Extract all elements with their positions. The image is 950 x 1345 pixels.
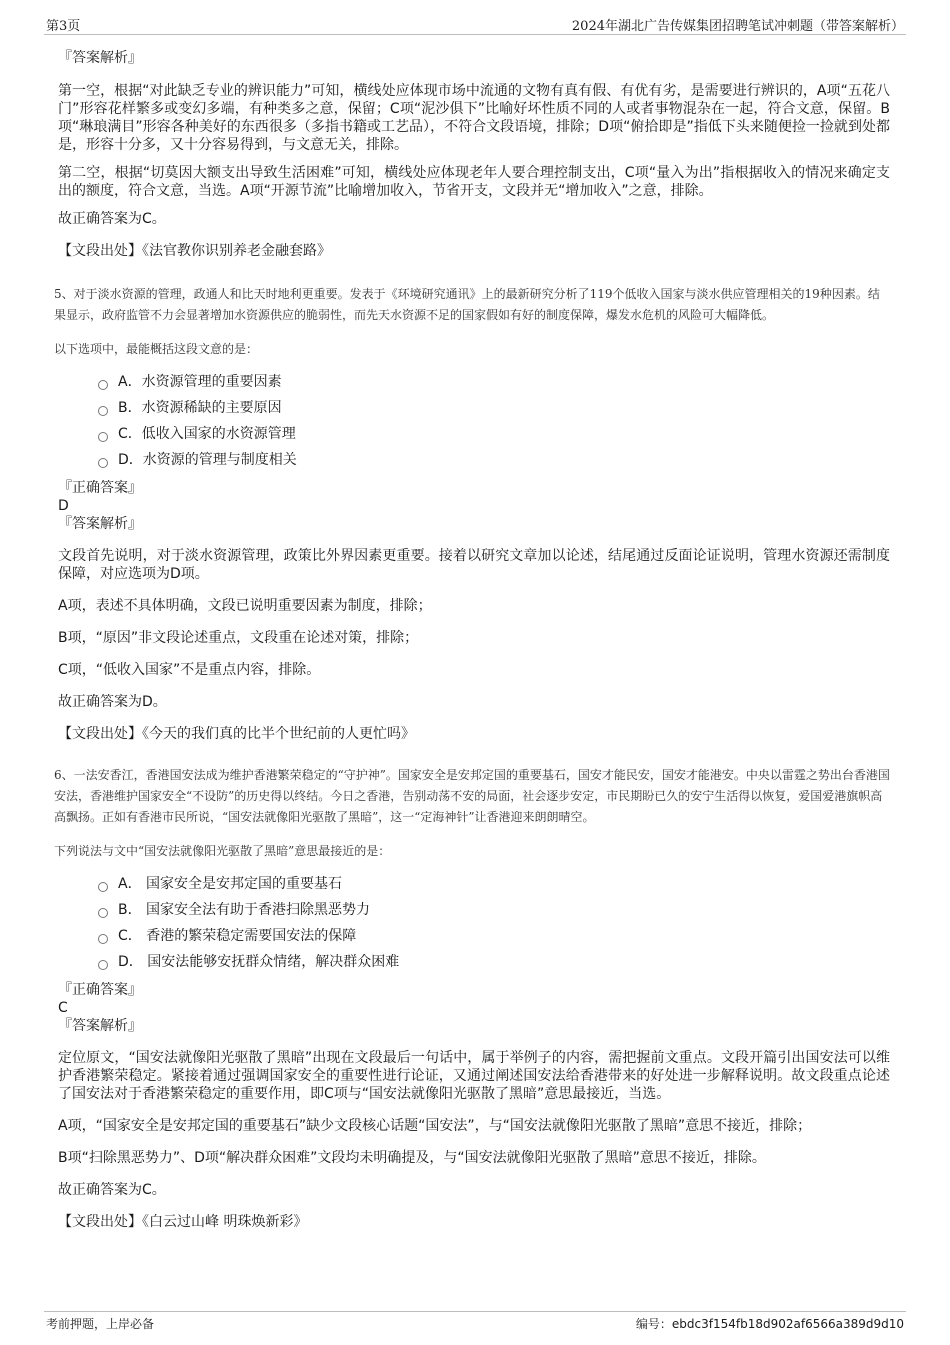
analysis-paragraph: 文段首先说明，对于淡水资源管理，政策比外界因素更重要。接着以研究文章加以论述，结尾通过反面论证说明，管理水资源还需制度保障，对应选项为D项。 xyxy=(58,548,890,582)
option-c[interactable] xyxy=(98,421,890,447)
option-b[interactable] xyxy=(98,395,890,421)
document-title: 2024年湖北广告传媒集团招聘笔试冲刺题（带答案解析） xyxy=(571,19,904,34)
correct-answer: C xyxy=(58,1000,68,1016)
option-label: A． 国家安全是安邦定国的重要基石 xyxy=(118,876,343,892)
question-prompt: 下列说法与文中“国安法就像阳光驱散了黑暗”意思最接近的是： xyxy=(54,844,391,858)
correct-answer: D xyxy=(58,498,69,514)
source-citation: 【文段出处】《今天的我们真的比半个世纪前的人更忙吗》 xyxy=(58,726,415,742)
document-code xyxy=(636,1315,904,1332)
answer-tag: 『正确答案』 xyxy=(58,982,142,998)
options-list xyxy=(98,871,890,975)
option-label: B．水资源稀缺的主要原因 xyxy=(118,400,282,416)
option-label: D． 国安法能够安抚群众情绪，解决群众困难 xyxy=(118,954,400,970)
conclusion: 故正确答案为C。 xyxy=(58,211,166,227)
page-footer xyxy=(44,1311,906,1331)
option-label: D．水资源的管理与制度相关 xyxy=(118,452,297,468)
page-number: 第3页 xyxy=(46,19,81,34)
option-label: A．水资源管理的重要因素 xyxy=(118,374,282,390)
code-value: ebdc3f154fb18d902af6566a389d9d10 xyxy=(671,1317,904,1331)
radio-icon[interactable] xyxy=(98,934,108,944)
source-citation: 【文段出处】《法官教你识别养老金融套路》 xyxy=(58,243,331,259)
option-d[interactable] xyxy=(98,447,890,473)
question-stem: 6、一法安香江，香港国安法成为维护香港繁荣稳定的“守护神”。国家安全是安邦定国的重要基石，国安才能民安，国安才能港安。中央以雷霆之势出台香港国安法，香港维护国家安全“不设防”的历史得以终结。今日之香港，告别动荡不安的局面，社会逐步安定，市民期盼已久的安宁生活得以恢复，爱国爱港旗帜高高飘扬。正如有香港市民所说，“国安法就像阳光驱散了黑暗”，这一“定海神针”让香港迎来朗朗晴空。 xyxy=(54,768,890,824)
footer-slogan: 考前押题，上岸必备 xyxy=(46,1317,155,1331)
analysis-paragraph: 定位原文，“国安法就像阳光驱散了黑暗”出现在文段最后一句话中，属于举例子的内容，需把握前文重点。文段开篇引出国安法可以维护香港繁荣稳定。紧接着通过强调国家安全的重要性进行论证，又通过阐述国安法给香港带来的好处进一步解释说明。故文段重点论述了国安法对于香港繁荣稳定的重要作用，即C项与“国安法就像阳光驱散了黑暗”意思最接近，当选。 xyxy=(58,1050,890,1102)
analysis-tag: 『答案解析』 xyxy=(58,50,142,66)
question-stem: 5、对于淡水资源的管理，政通人和比天时地利更重要。发表于《环境研究通讯》上的最新研究分析了119个低收入国家与淡水供应管理相关的19种因素。结果显示，政府监管不力会显著增加水资源供应的脆弱性，而先天水资源不足的国家假如有好的制度保障，爆发水危机的风险可大幅降低。 xyxy=(54,287,880,322)
option-label: C．低收入国家的水资源管理 xyxy=(118,426,296,442)
code-label: 编号： xyxy=(635,1317,672,1331)
analysis-paragraph: B项，“原因”非文段论述重点，文段重在论述对策，排除； xyxy=(58,630,419,646)
analysis-paragraph: A项，表述不具体明确，文段已说明重要因素为制度，排除； xyxy=(58,598,432,614)
conclusion: 故正确答案为D。 xyxy=(58,694,167,710)
option-a[interactable] xyxy=(98,369,890,395)
analysis-tag: 『答案解析』 xyxy=(58,516,142,532)
analysis-paragraph: 第二空，根据“切莫因大额支出导致生活困难”可知，横线处应体现老年人要合理控制支出，C项“量入为出”指根据收入的情况来确定支出的额度，符合文意，当选。A项“开源节流”比喻增加收入，节省开支，文段并无“增加收入”之意，排除。 xyxy=(58,165,890,199)
option-d[interactable] xyxy=(98,949,890,975)
analysis-tag: 『答案解析』 xyxy=(58,1018,142,1034)
radio-icon[interactable] xyxy=(98,908,108,918)
option-b[interactable] xyxy=(98,897,890,923)
radio-icon[interactable] xyxy=(98,406,108,416)
analysis-paragraph: A项，“国家安全是安邦定国的重要基石”缺少文段核心话题“国安法”，与“国安法就像阳光驱散了黑暗”意思不接近，排除； xyxy=(58,1118,812,1134)
radio-icon[interactable] xyxy=(98,432,108,442)
radio-icon[interactable] xyxy=(98,458,108,468)
options-list xyxy=(98,369,890,473)
radio-icon[interactable] xyxy=(98,882,108,892)
source-citation: 【文段出处】《白云过山峰 明珠焕新彩》 xyxy=(58,1214,308,1230)
page-content xyxy=(54,48,890,1241)
option-c[interactable] xyxy=(98,923,890,949)
analysis-paragraph: C项，“低收入国家”不是重点内容，排除。 xyxy=(58,662,321,678)
radio-icon[interactable] xyxy=(98,380,108,390)
option-label: B． 国家安全法有助于香港扫除黑恶势力 xyxy=(118,902,371,918)
question-prompt: 以下选项中，最能概括这段文意的是： xyxy=(54,342,259,356)
answer-tag: 『正确答案』 xyxy=(58,480,142,496)
analysis-paragraph: B项“扫除黑恶势力”、D项“解决群众困难”文段均未明确提及，与“国安法就像阳光驱散了黑暗”意思不接近，排除。 xyxy=(58,1150,766,1166)
option-label: C． 香港的繁荣稳定需要国安法的保障 xyxy=(118,928,357,944)
radio-icon[interactable] xyxy=(98,960,108,970)
option-a[interactable] xyxy=(98,871,890,897)
page-header xyxy=(44,14,906,35)
analysis-paragraph: 第一空，根据“对此缺乏专业的辨识能力”可知，横线处应体现市场中流通的文物有真有假、有优有劣，是需要进行辨识的，A项“五花八门”形容花样繁多或变幻多端，有种类多之意，保留；C项“泥沙俱下”比喻好坏性质不同的人或者事物混杂在一起，符合文意，保留。B项“琳琅满目”形容各种美好的东西很多（多指书籍或工艺品），不符合文段语境，排除；D项“俯拾即是”指低下头来随便捡一捡就到处都是，形容十分多，又十分容易得到，与文意无关，排除。 xyxy=(58,83,890,153)
conclusion: 故正确答案为C。 xyxy=(58,1182,166,1198)
